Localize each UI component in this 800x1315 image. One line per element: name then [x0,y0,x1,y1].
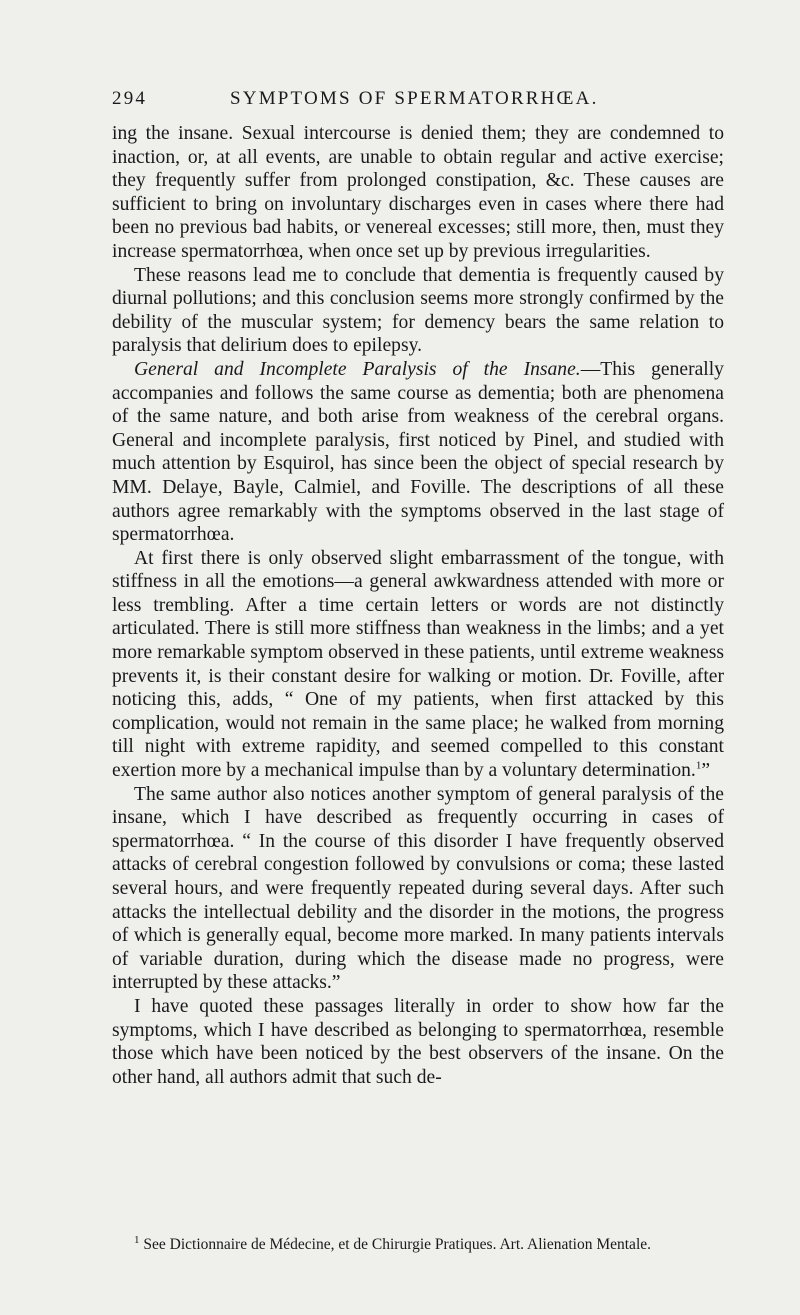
footnote-text [112,1235,724,1255]
closing-quote: ” [701,760,711,782]
body-text [112,122,724,1089]
paragraph: These reasons lead me to conclude that dementia is frequently caused by diurnal pollutions; and this conclusion seems more strongly confirmed by the debility of the muscular system; for demency bears the same relation to paralysis that delirium does to epilepsy. [112,264,724,357]
footnote-reference[interactable]: 1 [695,759,702,772]
paragraph: ing the insane. Sexual intercourse is denied them; they are condemned to inaction, or, at all events, are unable to obtain regular and active exercise; they frequently suffer from prolonged constipation, &c. These causes are sufficient to bring on involuntary discharges even in cases where there had been no previous bad habits, or venereal excesses; still more, then, must they increase spermatorrhœa, when once set up by previous irregularities. [112,123,724,262]
paragraph [112,547,724,783]
paragraph-text: At first there is only observed slight embarrassment of the tongue, with stiffness in all the emotions—a general awkwardness attended with more or less trembling. After a time certain letters or words are not distinctly articulated. There is still more stiffness than weakness in the limbs; and a yet more remarkable symptom observed in these patients, until extreme weakness prevents it, is their constant desire for walking or motion. Dr. Foville, after noticing this, adds, “ One of my patients, when first attacked by this complication, would not remain in the same place; he walked from morning till night with extreme rapidity, and seemed compelled to this constant exertion more by a mechanical impulse than by a voluntary determination. [112,547,724,782]
page-number: 294 [112,88,148,109]
footnote-body: See Dictionnaire de Médecine, et de Chirurgie Pratiques. Art. Alienation Mentale. [143,1236,651,1253]
paragraph [112,358,724,547]
running-header [112,88,712,114]
paragraph: The same author also notices another symptom of general paralysis of the insane, which I have described as frequently occurring in cases of spermatorrhœa. “ In the course of this disorder I have frequently observed attacks of cerebral congestion followed by convulsions or coma; these lasted several hours, and were frequently repeated during several days. After such attacks the intellectual debility and the disorder in the motions, the progress of which is generally equal, become more marked. In many patients intervals of variable duration, during which the disease made no progress, were interrupted by these attacks.” [112,783,724,994]
section-heading: General and Incomplete Paralysis of the Insane. [134,358,581,380]
paragraph: I have quoted these passages literally in order to show how far the symptoms, which I have described as belonging to spermatorrhœa, resemble those which have been noticed by the best observers of the insane. On the other hand, all authors admit that such de- [112,995,724,1088]
footnote [112,1235,724,1255]
paragraph-text: —This generally accompanies and follows the same course as dementia; both are phenomena of the same nature, and both arise from weakness of the cerebral organs. General and incomplete paralysis, first noticed by Pinel, and studied with much attention by Esquirol, has since been the object of special research by MM. Delaye, Bayle, Calmiel, and Foville. The descriptions of all these authors agree remarkably with the symptoms observed in the last stage of spermatorrhœa. [112,358,724,546]
footnote-marker: 1 [134,1233,140,1246]
running-title: SYMPTOMS OF SPERMATORRHŒA. [230,88,599,109]
